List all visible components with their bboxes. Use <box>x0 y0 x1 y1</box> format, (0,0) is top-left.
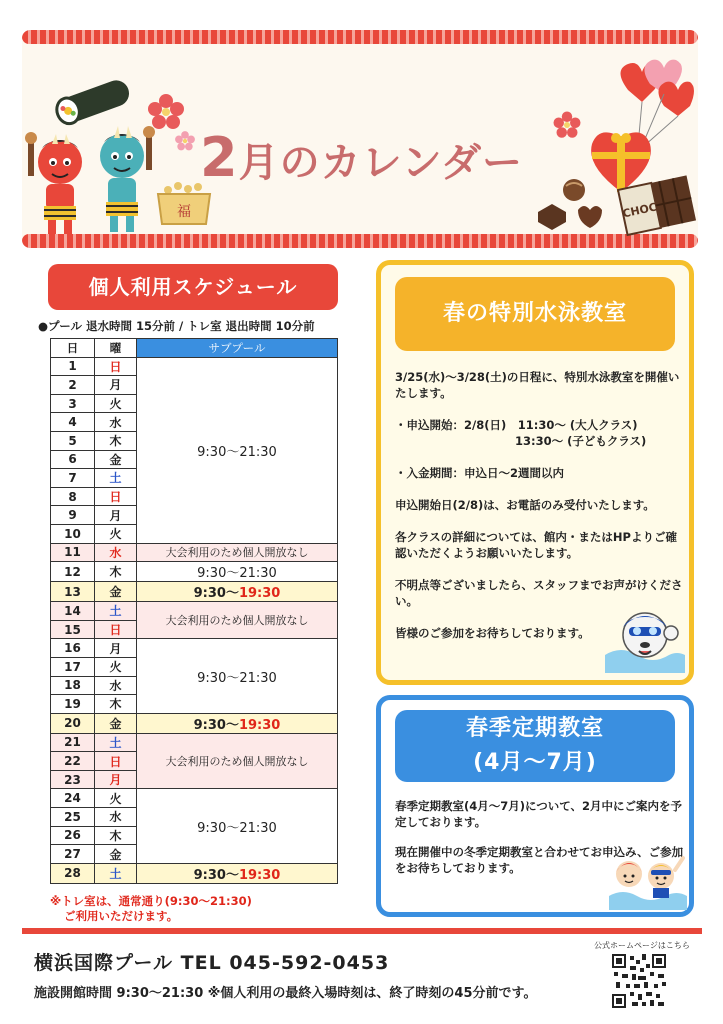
bean-box-label: 福 <box>177 204 191 220</box>
day-cell: 4 <box>51 413 95 432</box>
calendar-title <box>200 126 523 189</box>
weekday-cell: 火 <box>95 524 137 543</box>
ehomaki-illustration <box>50 70 140 130</box>
short-hours-cell <box>137 582 338 602</box>
weekday-cell: 日 <box>95 357 137 376</box>
day-cell: 7 <box>51 469 95 488</box>
chocolate-bar-illustration <box>616 172 698 238</box>
closed-cell: 大会利用のため個人開放なし <box>137 733 338 789</box>
spring-paragraph: 皆様のご参加をお待ちしております。 <box>395 626 590 640</box>
short-hours-start: 9:30〜 <box>193 867 239 883</box>
day-cell: 2 <box>51 376 95 395</box>
closed-cell: 大会利用のため個人開放なし <box>137 602 338 639</box>
short-hours-end: 19:30 <box>238 586 281 602</box>
table-row <box>51 713 338 733</box>
table-row <box>51 602 338 621</box>
training-room-note <box>50 894 252 924</box>
banner-top-stripe <box>22 30 698 44</box>
spring-term-class-panel <box>376 695 694 917</box>
schedule-table <box>50 338 338 884</box>
spring-application-start-child: 13:30〜 (子どもクラス) <box>515 434 647 448</box>
schedule-heading: 個人利用スケジュール <box>48 264 338 310</box>
weekday-cell: 水 <box>95 808 137 827</box>
day-cell: 20 <box>51 713 95 733</box>
day-cell: 16 <box>51 639 95 658</box>
weekday-cell: 日 <box>95 752 137 771</box>
table-row <box>51 733 338 752</box>
day-cell: 24 <box>51 789 95 808</box>
spring-term-class-heading-line1: 春季定期教室 <box>465 716 604 741</box>
table-row <box>51 863 338 883</box>
table-row <box>51 543 338 562</box>
hours-cell: 9:30〜21:30 <box>137 639 338 713</box>
training-room-note-line1: ※トレ室は、通常通り(9:30〜21:30) <box>50 894 252 908</box>
spring-special-class-heading: 春の特別水泳教室 <box>395 277 675 351</box>
spring-paragraph: 申込開始日(2/8)は、お電話のみ受付いたします。 <box>395 498 655 512</box>
day-cell: 11 <box>51 543 95 562</box>
weekday-cell: 木 <box>95 826 137 845</box>
weekday-cell: 土 <box>95 733 137 752</box>
day-cell: 28 <box>51 863 95 883</box>
day-cell: 22 <box>51 752 95 771</box>
weekday-cell: 金 <box>95 582 137 602</box>
short-hours-cell <box>137 863 338 883</box>
swimming-mascot-illustration <box>601 605 687 675</box>
day-cell: 27 <box>51 845 95 864</box>
blue-oni-illustration <box>90 122 160 236</box>
day-cell: 21 <box>51 733 95 752</box>
short-hours-cell <box>137 713 338 733</box>
header-banner <box>22 30 698 248</box>
spring-paragraph: 不明点等ございましたら、スタッフまでお声がけください。 <box>395 578 683 608</box>
hours-cell: 9:30〜21:30 <box>137 789 338 863</box>
closed-cell: 大会利用のため個人開放なし <box>137 543 338 562</box>
weekday-cell: 木 <box>95 562 137 582</box>
weekday-cell: 火 <box>95 789 137 808</box>
qr-label: 公式ホームページはこちら <box>594 941 690 950</box>
weekday-cell: 土 <box>95 602 137 621</box>
weekday-cell: 火 <box>95 394 137 413</box>
banner-bottom-stripe <box>22 234 698 248</box>
day-cell: 12 <box>51 562 95 582</box>
short-hours-end: 19:30 <box>238 867 281 883</box>
day-cell: 3 <box>51 394 95 413</box>
weekday-cell: 火 <box>95 657 137 676</box>
exit-time-note: ●プール 退水時間 15分前 / トレ室 退出時間 10分前 <box>38 319 315 333</box>
short-hours-start: 9:30〜 <box>193 586 239 602</box>
spring-term-class-heading-line2: (4月〜7月) <box>473 750 597 775</box>
chocolate-truffles-illustration <box>534 176 606 232</box>
table-row <box>51 639 338 658</box>
calendar-title-text: 月のカレンダー <box>238 140 523 186</box>
day-cell: 17 <box>51 657 95 676</box>
day-cell: 19 <box>51 695 95 714</box>
day-cell: 8 <box>51 487 95 506</box>
day-cell: 13 <box>51 582 95 602</box>
short-hours-end: 19:30 <box>238 717 281 733</box>
table-row <box>51 357 338 376</box>
day-cell: 5 <box>51 431 95 450</box>
plum-blossom-icon <box>552 110 582 140</box>
table-header-row <box>51 339 338 358</box>
day-cell: 25 <box>51 808 95 827</box>
weekday-cell: 金 <box>95 713 137 733</box>
term-paragraph: 現在開催中の冬季定期教室と合わせてお申込み、ご参加をお待ちしております。 <box>395 845 684 875</box>
weekday-cell: 土 <box>95 469 137 488</box>
spring-special-class-panel <box>376 260 694 685</box>
weekday-cell: 月 <box>95 770 137 789</box>
footer-divider <box>22 928 702 934</box>
table-row <box>51 789 338 808</box>
weekday-cell: 土 <box>95 863 137 883</box>
day-cell: 23 <box>51 770 95 789</box>
weekday-cell: 水 <box>95 676 137 695</box>
column-header-weekday: 曜 <box>95 339 137 358</box>
table-row <box>51 562 338 582</box>
swimming-kids-illustration <box>607 850 689 912</box>
table-row <box>51 582 338 602</box>
spring-application-start: ・申込開始：2/8(日) 11:30〜 (大人クラス) <box>395 418 638 432</box>
day-cell: 10 <box>51 524 95 543</box>
weekday-cell: 月 <box>95 376 137 395</box>
weekday-cell: 金 <box>95 450 137 469</box>
spring-payment-period: ・入金期間：申込日〜2週間以内 <box>395 466 564 480</box>
spring-paragraph: 各クラスの詳細については、館内・またはHPよりご確認いただくようお願いいたします。 <box>395 530 677 560</box>
plum-blossom-icon <box>174 130 196 152</box>
weekday-cell: 月 <box>95 639 137 658</box>
day-cell: 14 <box>51 602 95 621</box>
hours-cell: 9:30〜21:30 <box>137 562 338 582</box>
day-cell: 9 <box>51 506 95 525</box>
term-paragraph: 春季定期教室(4月〜7月)について、2月中にご案内を予定しております。 <box>395 799 683 829</box>
facility-hours: 施設開館時間 9:30〜21:30 ※個人利用の最終入場時刻は、終了時刻の45分前です。 <box>34 986 537 1001</box>
spring-term-class-heading <box>395 710 675 782</box>
column-header-day: 日 <box>51 339 95 358</box>
weekday-cell: 木 <box>95 695 137 714</box>
plum-blossom-icon <box>146 92 186 132</box>
weekday-cell: 水 <box>95 413 137 432</box>
short-hours-start: 9:30〜 <box>193 717 239 733</box>
training-room-note-line2: ご利用いただけます。 <box>64 909 179 923</box>
chocolate-label: CHOC <box>621 200 659 221</box>
weekday-cell: 木 <box>95 431 137 450</box>
spring-paragraph: 3/25(水)〜3/28(土)の日程に、特別水泳教室を開催いたします。 <box>395 370 680 400</box>
weekday-cell: 水 <box>95 543 137 562</box>
hours-cell: 9:30〜21:30 <box>137 357 338 543</box>
calendar-title-month: 2 <box>200 126 239 189</box>
red-oni-illustration <box>22 130 92 238</box>
facility-name-phone: 横浜国際プール TEL 045-592-0453 <box>34 952 390 974</box>
day-cell: 1 <box>51 357 95 376</box>
weekday-cell: 金 <box>95 845 137 864</box>
day-cell: 26 <box>51 826 95 845</box>
weekday-cell: 日 <box>95 620 137 639</box>
day-cell: 15 <box>51 620 95 639</box>
qr-code-icon[interactable] <box>610 952 668 1010</box>
day-cell: 6 <box>51 450 95 469</box>
weekday-cell: 月 <box>95 506 137 525</box>
day-cell: 18 <box>51 676 95 695</box>
weekday-cell: 日 <box>95 487 137 506</box>
column-header-sub-pool: サブプール <box>137 339 338 358</box>
